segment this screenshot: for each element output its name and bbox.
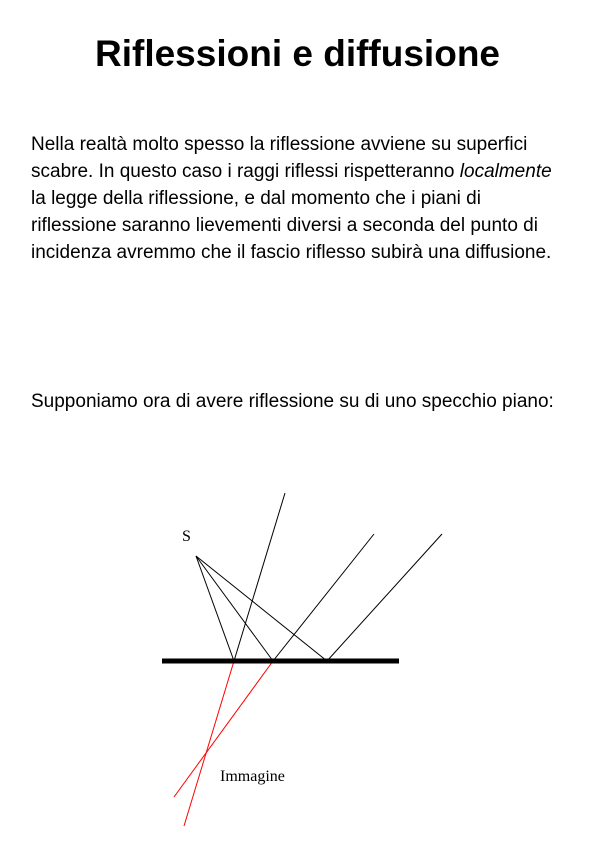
intro-emphasis: localmente [459, 161, 552, 182]
intro-text-end: la legge della riflessione, e dal momento che i piani di riflessione saranno lievementi diversi a seconda del punto di incidenza avremmo che il fascio riflesso subirà una diffusione. [31, 188, 552, 263]
reflected-ray-2 [273, 534, 374, 661]
source-label: S [182, 528, 191, 545]
virtual-ray-1 [184, 661, 234, 826]
reflected-ray-1 [234, 493, 285, 661]
intro-text-start: Nella realtà molto spesso la riflessione avviene su superfici scabre. In questo caso i raggi riflessi rispetteranno [31, 134, 528, 182]
reflected-ray-3 [327, 534, 442, 661]
page-title: Riflessioni e diffusione [95, 33, 500, 74]
mirror-paragraph: Supponiamo ora di avere riflessione su di uno specchio piano: [31, 391, 554, 412]
image-label: Immagine [220, 768, 285, 785]
